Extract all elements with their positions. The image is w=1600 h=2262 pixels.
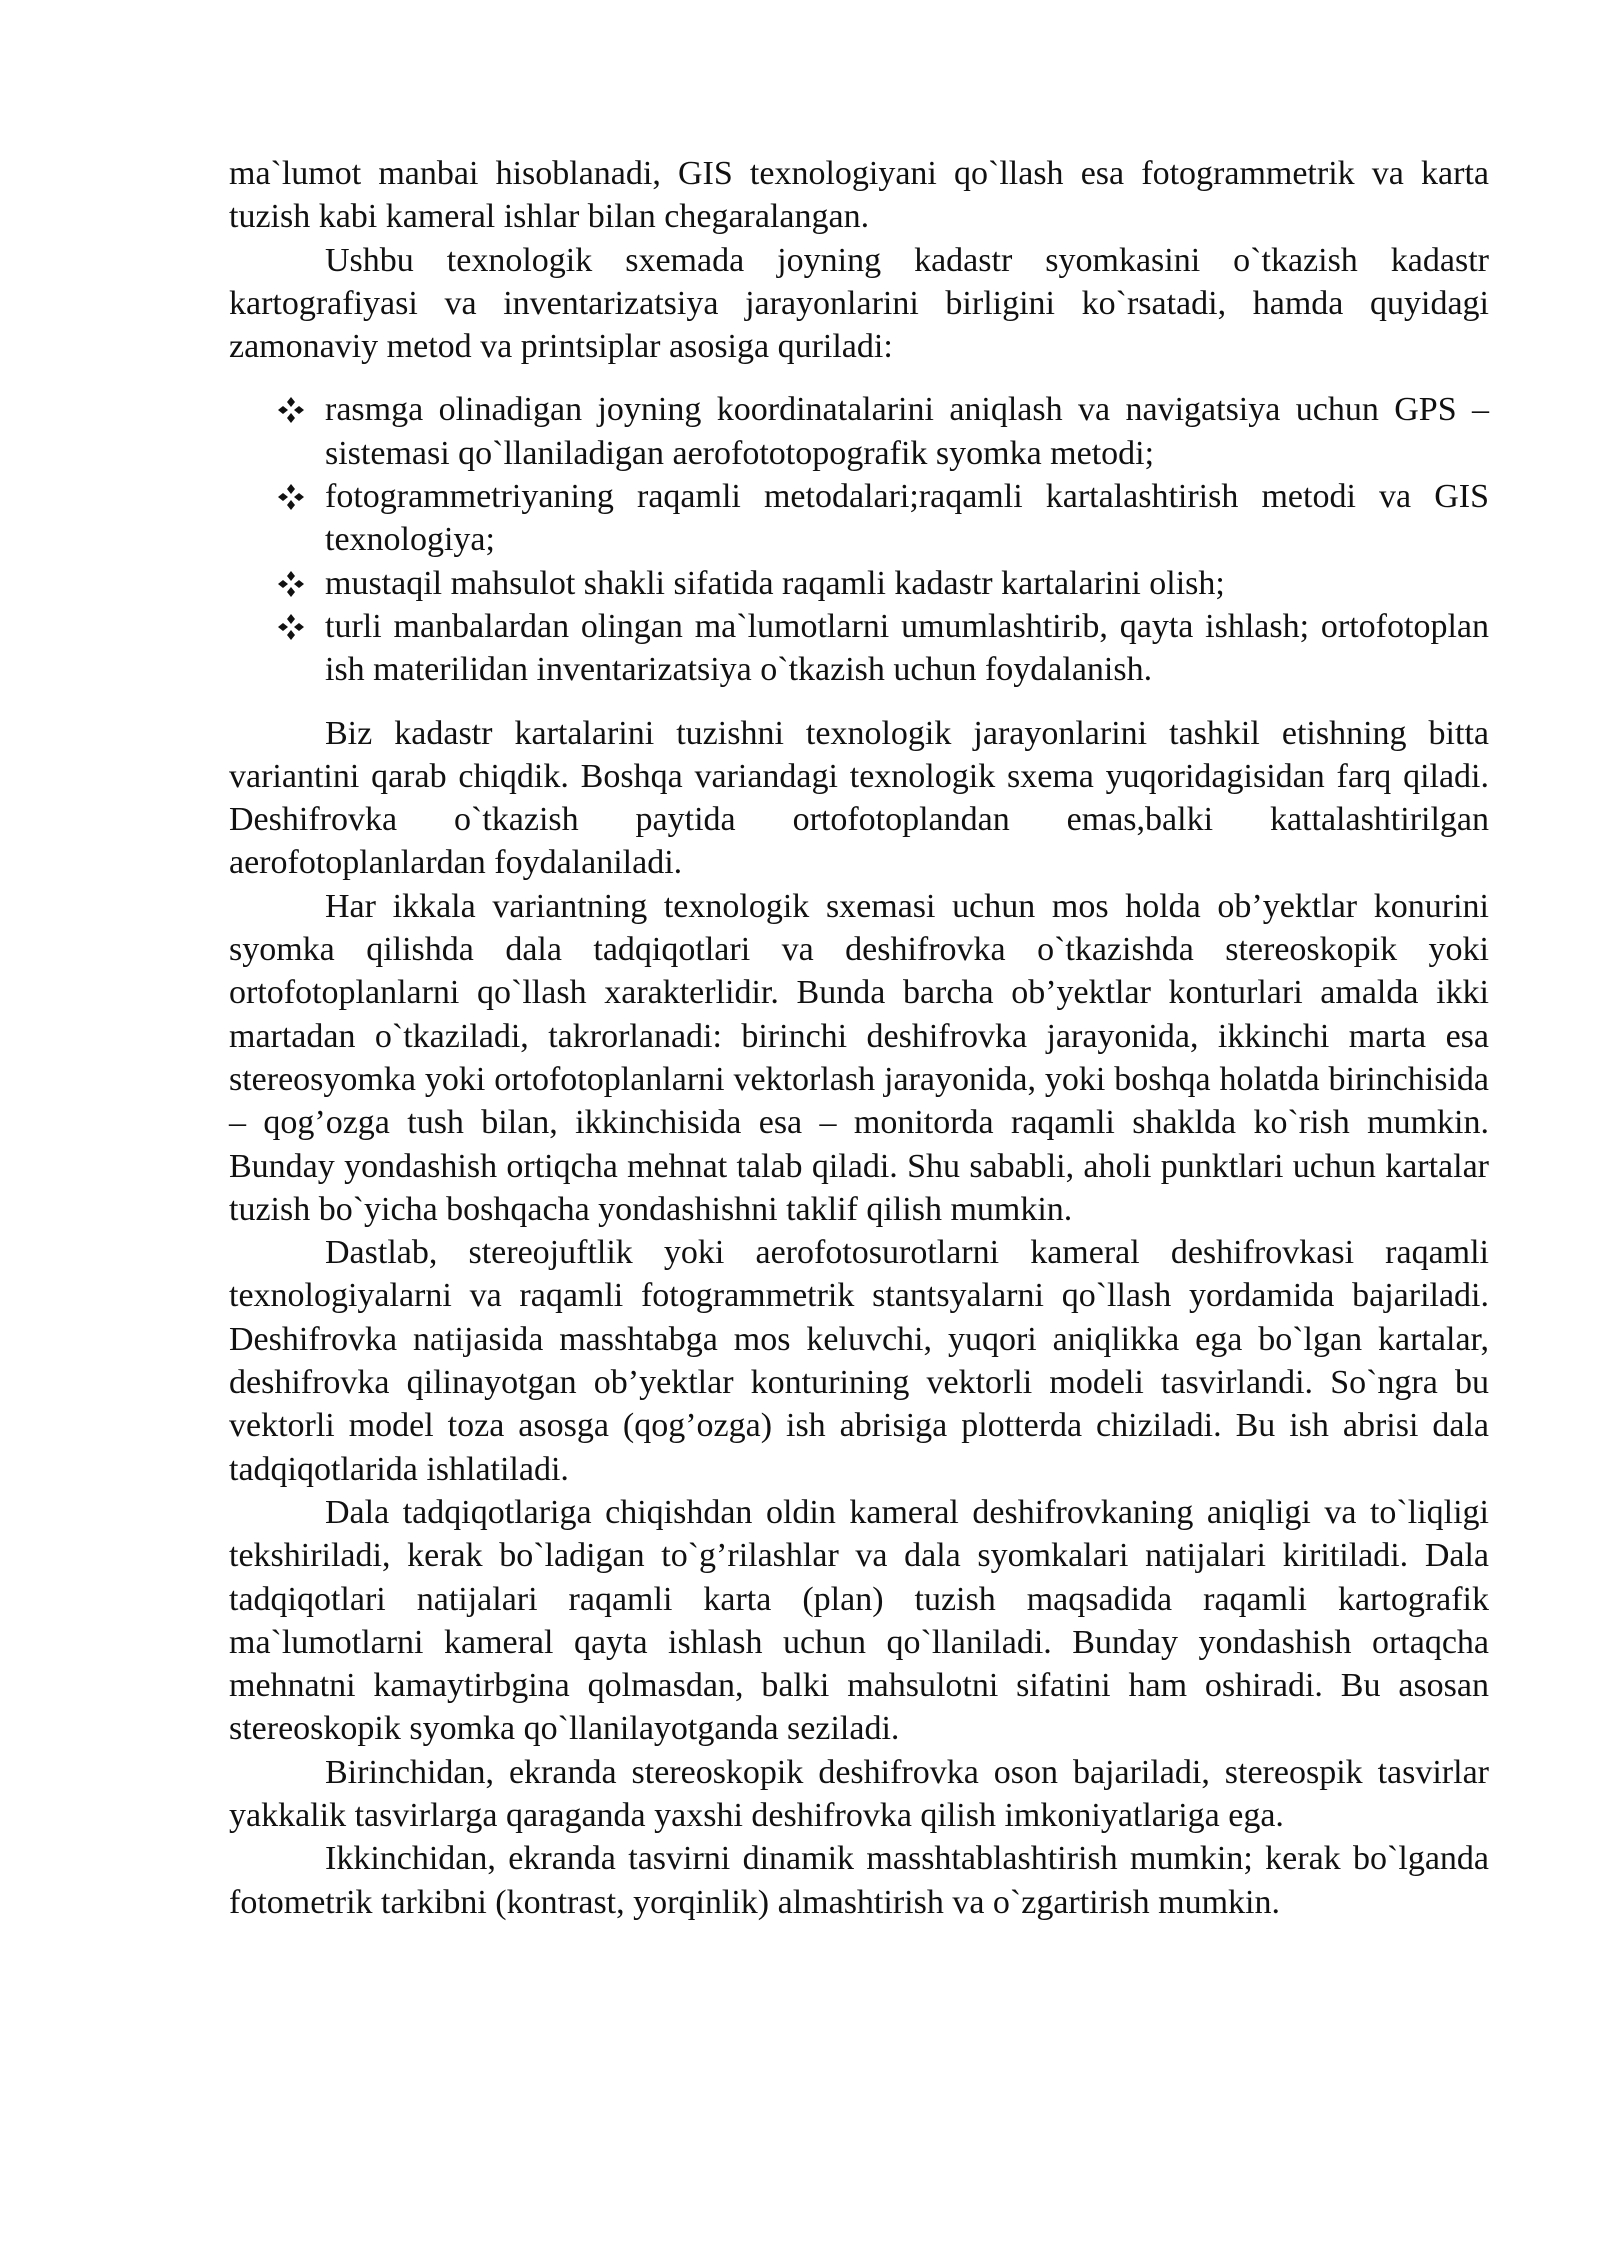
paragraph-firstly: Birinchidan, ekranda stereoskopik deshifrovka oson bajariladi, stereospik tasvirlar yakkalik tasvirlarga qaraganda yaxshi deshifrovka qilish imkoniyatlariga ega.: [229, 1753, 1489, 1834]
four-diamond-ornament-icon: [277, 562, 313, 605]
bullet-text: fotogrammetriyaning raqamli metodalari;raqamli kartalashtirish metodi va GIS texnologiya;: [325, 478, 1489, 559]
paragraph-field-research: Dala tadqiqotlariga chiqishdan oldin kameral deshifrovkaning aniqligi va to`liqligi tekshiriladi, kerak bo`ladigan to`g’rilashlar va dala syomkalari natijalari kiritiladi. Dala tadqiqotlari natijalari raqamli karta (plan) tuzish maqsadida raqamli kartografik ma`lumotlarni kameral qayta ishlash uchun qo`llaniladi. Bunday yondashish ortaqcha mehnatni kamaytirbgina qolmasdan, balki mahsulotni sifatini ham oshiradi. Bu asosan stereoskopik syomka qo`llanilayotganda seziladi.: [229, 1493, 1489, 1748]
bullet-text: rasmga olinadigan joyning koordinatalarini aniqlash va navigatsiya uchun GPS – sistemasi qo`llaniladigan aerofototopografik syomka metodi;: [325, 391, 1489, 472]
method-bullet-list: [229, 388, 1489, 691]
bullet-item: [229, 388, 1489, 475]
document-body: [229, 152, 1489, 1924]
four-diamond-ornament-icon: [277, 475, 313, 518]
four-diamond-ornament-icon: [277, 388, 313, 431]
bullet-item: [229, 562, 1489, 605]
paragraph-variant: Biz kadastr kartalarini tuzishni texnologik jarayonlarini tashkil etishning bitta variantini qarab chiqdik. Boshqa variandagi texnologik sxema yuqoridagisidan farq qiladi. Deshifrovka o`tkazish paytida ortofotoplandan emas,balki kattalashtirilgan aerofotoplanlardan foydalaniladi.: [229, 714, 1489, 882]
paragraph-both-variants: Har ikkala variantning texnologik sxemasi uchun mos holda ob’yektlar konurini syomka qilishda dala tadqiqotlari va deshifrovka o`tkazishda stereoskopik yoki ortofotoplanlarni qo`llash xarakterlidir. Bunda barcha ob’yektlar konturlari amalda ikki martadan o`tkaziladi, takrorlanadi: birinchi deshifrovka jarayonida, ikkinchi marta esa stereosyomka yoki ortofotoplanlarni vektorlash jarayonida, yoki boshqa holatda birinchisida – qog’ozga tush bilan, ikkinchisida esa – monitorda raqamli shaklda ko`rish mumkin. Bunday yondashish ortiqcha mehnat talab qiladi. Shu sababli, aholi punktlari uchun kartalar tuzish bo`yicha boshqacha yondashishni taklif qilish mumkin.: [229, 887, 1489, 1228]
bullet-text: turli manbalardan olingan ma`lumotlarni umumlashtirib, qayta ishlash; ortofotoplan ish materilidan inventarizatsiya o`tkazish uchun foydalanish.: [325, 607, 1489, 689]
paragraph-first-step: Dastlab, stereojuftlik yoki aerofotosurotlarni kameral deshifrovkasi raqamli texnologiyalarni va raqamli fotogrammetrik stantsyalarni qo`llash yordamida bajariladi. Deshifrovka natijasida masshtabga mos keluvchi, yuqori aniqlikka ega bo`lgan kartalar, deshifrovka qilinayotgan ob’yektlar konturining vektorli modeli tasvirlandi. So`ngra bu vektorli model toza asosga (qog’ozga) ish abrisiga plotterda chiziladi. Bu ish abrisi dala tadqiqotlarida ishlatiladi.: [229, 1234, 1489, 1488]
paragraph-secondly: Ikkinchidan, ekranda tasvirni dinamik masshtablashtirish mumkin; kerak bo`lganda fotometrik tarkibni (kontrast, yorqinlik) almashtirish va o`zgartirish mumkin.: [229, 1840, 1489, 1921]
bullet-item: [229, 475, 1489, 562]
paragraph-continuation: ma`lumot manbai hisoblanadi, GIS texnologiyani qo`llash esa fotogrammetrik va karta tuzish kabi kameral ishlar bilan chegaralangan.: [229, 155, 1489, 236]
bullet-text: mustaqil mahsulot shakli sifatida raqamli kadastr kartalarini olish;: [325, 564, 1225, 602]
four-diamond-ornament-icon: [277, 605, 313, 648]
paragraph-technology-scheme: Ushbu texnologik sxemada joyning kadastr syomkasini o`tkazish kadastr kartografiyasi va inventarizatsiya jarayonlarini birligini ko`rsatadi, hamda quyidagi zamonaviy metod va printsiplar asosiga quriladi:: [229, 241, 1489, 366]
bullet-item: [229, 605, 1489, 692]
